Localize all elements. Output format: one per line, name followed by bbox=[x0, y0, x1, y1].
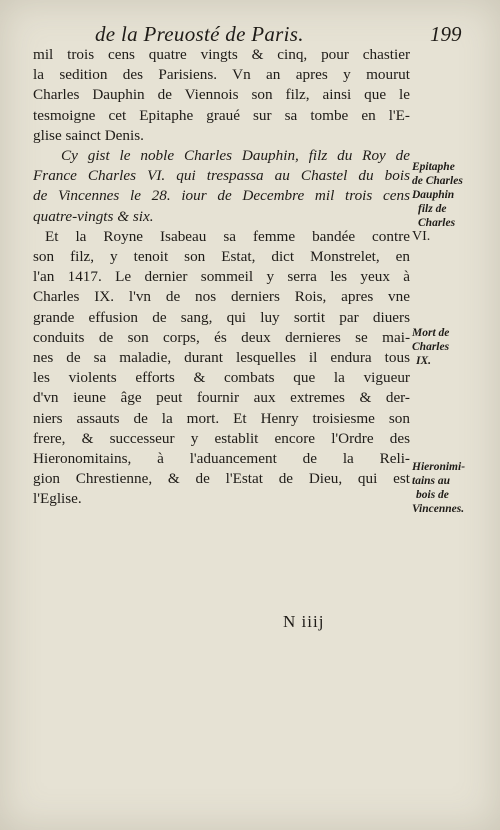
text-line: Cy gist le noble Charles Dauphin, filz du Roy de bbox=[61, 147, 410, 165]
margin-note-epitaph bbox=[412, 160, 496, 244]
text-line: tesmoigne cet Epitaphe graué sur sa tombe en l'E- bbox=[33, 106, 410, 124]
text-line: Charles Dauphin de Viennois son filz, ainsi que le bbox=[33, 86, 410, 104]
text-line: quatre-vingts & six. bbox=[33, 207, 154, 225]
text-line: France Charles VI. qui trespassa au Chastel du bois bbox=[33, 167, 410, 185]
main-text bbox=[33, 45, 410, 510]
text-line: l'Eglise. bbox=[33, 490, 82, 508]
text-line: conduits de son corps, és deux dernieres se mai- bbox=[33, 328, 410, 346]
paragraph-royne-isabeau bbox=[33, 227, 410, 510]
margin-note-death-charles-ix bbox=[412, 326, 496, 368]
page-number: 199 bbox=[430, 22, 462, 46]
text-line: niers assauts de la mort. Et Henry troisiesme son bbox=[33, 409, 410, 427]
text-line: grande effusion de sang, qui luy sortit par diuers bbox=[33, 308, 410, 326]
text-line: son filz, y tenoit son Estat, dict Monstrelet, en bbox=[33, 248, 410, 266]
text-line: la sedition des Parisiens. Vn an apres y mourut bbox=[33, 66, 410, 84]
note-line: VI. bbox=[412, 229, 431, 244]
text-line: l'an 1417. Le dernier sommeil y serra les yeux à bbox=[33, 268, 410, 286]
text-line: glise sainct Denis. bbox=[33, 126, 144, 144]
running-title: de la Preuosté de Paris. bbox=[95, 22, 304, 46]
text-line: de Vincennes le 28. iour de Decembre mil trois cens bbox=[33, 187, 410, 205]
epitaph-text bbox=[33, 146, 410, 227]
text-line: Et la Royne Isabeau sa femme bandée contre bbox=[45, 227, 410, 245]
note-line: Vincennes. bbox=[412, 503, 465, 515]
text-line: frere, & successeur y establit encore l'Ordre des bbox=[33, 429, 410, 447]
text-line: d'vn ieune âge peut fournir aux extremes & der- bbox=[33, 389, 410, 407]
note-line: tains au bbox=[412, 475, 451, 487]
text-line: nes de sa maladie, durant lesquelles il endura tous bbox=[33, 349, 410, 367]
text-line: gion Chrestienne, & de l'Estat de Dieu, qui est bbox=[33, 470, 410, 488]
signature-mark: N iiij bbox=[283, 612, 325, 631]
text-line: Charles IX. l'vn de nos derniers Rois, apres vne bbox=[33, 288, 410, 306]
note-line: Mort de bbox=[412, 327, 450, 339]
note-line: Epitaphe bbox=[412, 161, 455, 173]
note-line: de Charles bbox=[412, 175, 463, 187]
note-line: bois de bbox=[416, 489, 449, 501]
note-line: IX. bbox=[416, 355, 432, 367]
text-line: les violents efforts & combats que la vigueur bbox=[33, 369, 410, 387]
note-line: filz de bbox=[418, 203, 447, 215]
text-line: mil trois cens quatre vingts & cinq, pour chastier bbox=[33, 46, 410, 63]
note-line: Hieronimi- bbox=[412, 461, 466, 473]
margin-note-hieronymites bbox=[412, 460, 496, 516]
text-line: Hieronomitains, à l'aduancement de la Reli- bbox=[33, 450, 410, 468]
paragraph-charles-dauphin bbox=[33, 45, 410, 146]
note-line: Charles bbox=[418, 217, 456, 229]
note-line: Charles bbox=[412, 341, 450, 353]
note-line: Dauphin bbox=[412, 189, 455, 201]
